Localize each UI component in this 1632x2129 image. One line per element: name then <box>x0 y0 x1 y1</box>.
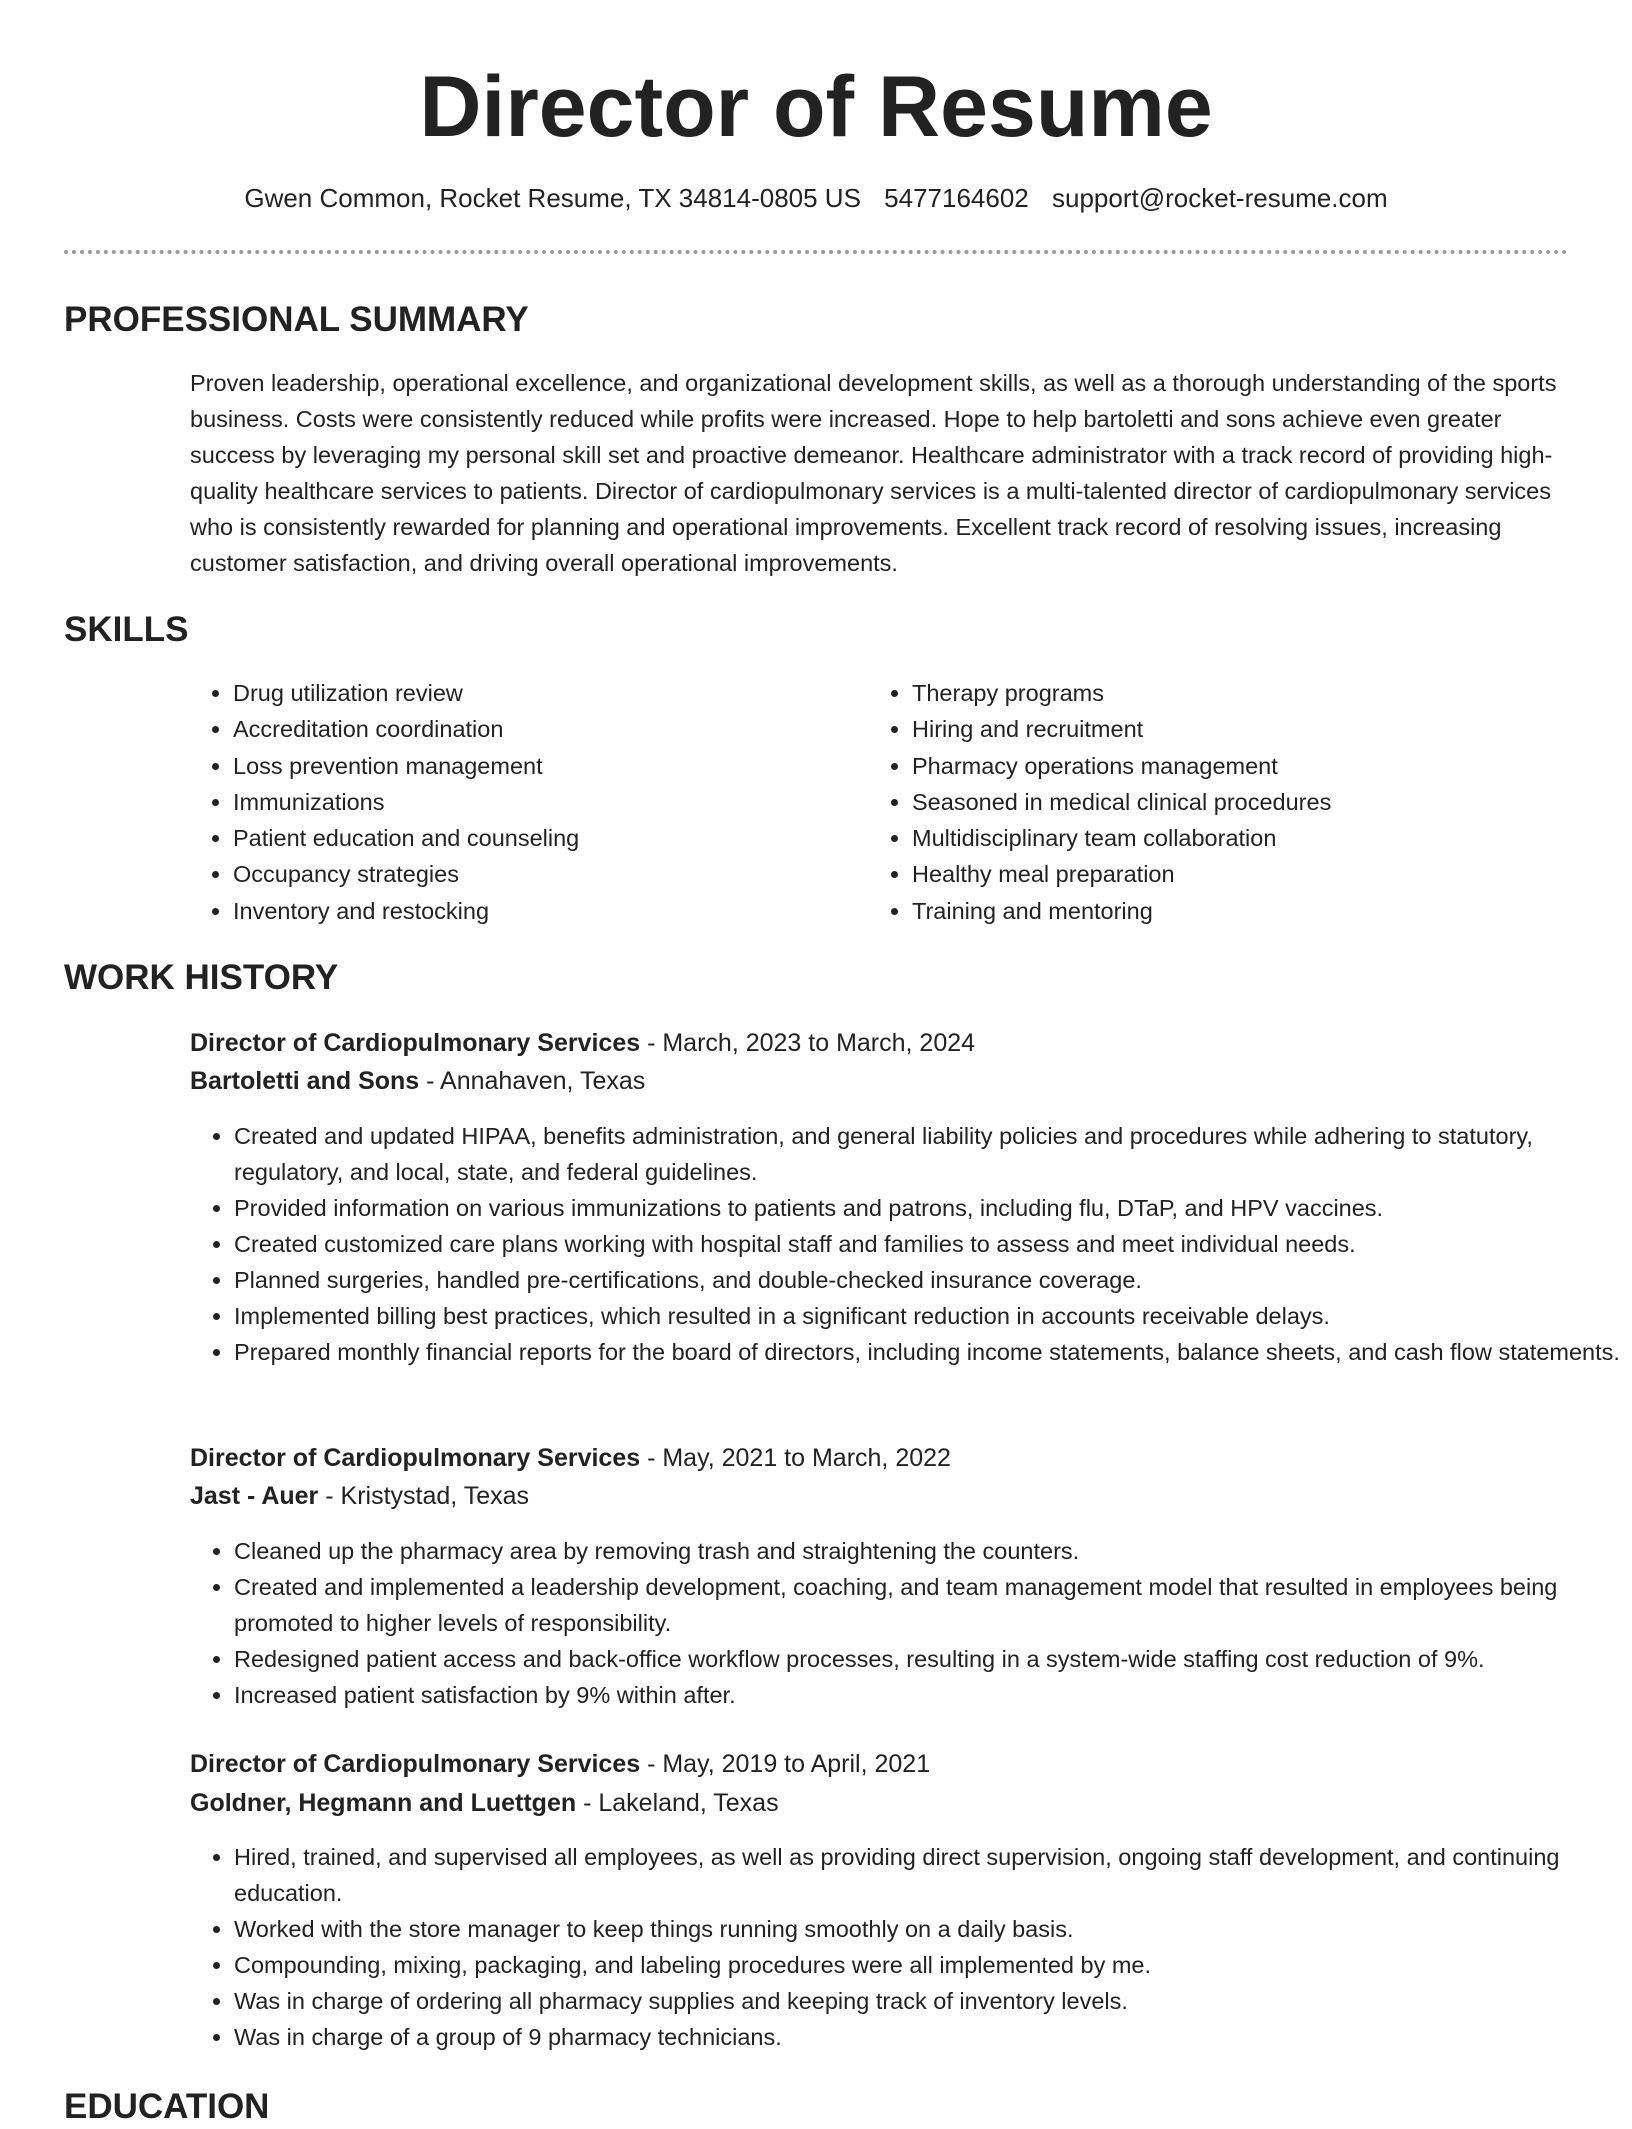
contact-email: support@rocket-resume.com <box>1052 183 1388 213</box>
job-bullet: • Increased patient satisfaction by 9% within after. <box>234 1677 1624 1713</box>
job-bullet: • Planned surgeries, handled pre-certifications, and double-checked insurance coverage. <box>234 1262 1624 1298</box>
skill-item: • Hiring and recruitment <box>912 711 1512 747</box>
header-divider <box>64 250 1568 254</box>
job-title-line <box>190 1746 930 1782</box>
job-company: Jast - Auer <box>190 1482 319 1510</box>
skill-item: • Healthy meal preparation <box>912 856 1512 892</box>
job-bullet: • Redesigned patient access and back-office workflow processes, resulting in a system-wide staffing cost reduction of 9%. <box>234 1641 1624 1677</box>
job-title-line <box>190 1025 975 1061</box>
skill-item: • Accreditation coordination <box>233 711 833 747</box>
skill-item: • Training and mentoring <box>912 893 1512 929</box>
job-bullet: • Created customized care plans working with hospital staff and families to assess and meet individual needs. <box>234 1226 1624 1262</box>
job-location: - Lakeland, Texas <box>576 1789 779 1817</box>
contact-address: Gwen Common, Rocket Resume, TX 34814-0805 US <box>244 183 861 213</box>
job-dates: - May, 2019 to April, 2021 <box>640 1750 931 1778</box>
job-bullet: • Implemented billing best practices, which resulted in a significant reduction in accounts receivable delays. <box>234 1298 1624 1334</box>
skill-item: • Patient education and counseling <box>233 820 833 856</box>
skill-item: • Loss prevention management <box>233 748 833 784</box>
job-location: - Kristystad, Texas <box>318 1482 530 1510</box>
job-dates: - March, 2023 to March, 2024 <box>640 1029 976 1057</box>
job-bullet: • Compounding, mixing, packaging, and labeling procedures were all implemented by me. <box>234 1947 1624 1983</box>
skills-heading: SKILLS <box>64 610 189 649</box>
skill-item: • Pharmacy operations management <box>912 748 1512 784</box>
skill-item: • Multidisciplinary team collaboration <box>912 820 1512 856</box>
job-bullets <box>190 1118 1624 1370</box>
work-history-heading: WORK HISTORY <box>64 958 339 997</box>
job-company-line <box>190 1478 529 1514</box>
job-bullet: • Created and updated HIPAA, benefits administration, and general liability policies and procedures while adhering to statutory, regulatory, and local, state, and federal guidelines. <box>234 1118 1624 1190</box>
job-bullet: • Was in charge of a group of 9 pharmacy technicians. <box>234 2019 1624 2055</box>
job-bullet: • Cleaned up the pharmacy area by removing trash and straightening the counters. <box>234 1533 1624 1569</box>
resume-name-title: Director of Resume <box>419 59 1213 155</box>
job-title: Director of Cardiopulmonary Services <box>190 1750 641 1778</box>
job-bullet: • Prepared monthly financial reports for the board of directors, including income statements, balance sheets, and cash flow statements. <box>234 1334 1624 1370</box>
skill-item: • Seasoned in medical clinical procedures <box>912 784 1512 820</box>
skills-list-right <box>868 675 1512 929</box>
skill-item: • Inventory and restocking <box>233 893 833 929</box>
job-title-line <box>190 1440 951 1476</box>
skills-list-left <box>189 675 833 929</box>
job-company-line <box>190 1063 645 1099</box>
skill-item: • Occupancy strategies <box>233 856 833 892</box>
contact-line <box>0 180 1632 216</box>
job-dates: - May, 2021 to March, 2022 <box>640 1444 951 1472</box>
skill-item: • Immunizations <box>233 784 833 820</box>
job-bullets <box>190 1839 1624 2055</box>
summary-heading: PROFESSIONAL SUMMARY <box>64 300 529 339</box>
job-bullet: • Hired, trained, and supervised all employees, as well as providing direct supervision, ongoing staff development, and continuing education. <box>234 1839 1624 1911</box>
summary-text: Proven leadership, operational excellence, and organizational development skills, as well as a thorough understanding of the sports business. Costs were consistently reduced while profits were increased. Hope to help bartoletti and sons achieve even greater success by leveraging my personal skill set and proactive demeanor. Healthcare administrator with a track record of providing high-quality healthcare services to patients. Director of cardiopulmonary services is a multi-talented director of cardiopulmonary services who is consistently rewarded for planning and operational improvements. Excellent track record of resolving issues, increasing customer satisfaction, and driving overall operational improvements. <box>190 370 1557 576</box>
job-company: Goldner, Hegmann and Luettgen <box>190 1789 577 1817</box>
job-bullet: • Was in charge of ordering all pharmacy supplies and keeping track of inventory levels. <box>234 1983 1624 2019</box>
job-bullets <box>190 1533 1624 1713</box>
education-heading: EDUCATION <box>64 2087 270 2126</box>
job-company-line <box>190 1785 779 1821</box>
contact-phone: 5477164602 <box>884 183 1029 213</box>
job-company: Bartoletti and Sons <box>190 1067 420 1095</box>
skill-item: • Drug utilization review <box>233 675 833 711</box>
job-bullet: • Provided information on various immunizations to patients and patrons, including flu, DTaP, and HPV vaccines. <box>234 1190 1624 1226</box>
job-title: Director of Cardiopulmonary Services <box>190 1444 641 1472</box>
skill-item: • Therapy programs <box>912 675 1512 711</box>
job-location: - Annahaven, Texas <box>419 1067 646 1095</box>
job-bullet: • Worked with the store manager to keep things running smoothly on a daily basis. <box>234 1911 1624 1947</box>
job-title: Director of Cardiopulmonary Services <box>190 1029 641 1057</box>
job-bullet: • Created and implemented a leadership development, coaching, and team management model that resulted in employees being promoted to higher levels of responsibility. <box>234 1569 1624 1641</box>
